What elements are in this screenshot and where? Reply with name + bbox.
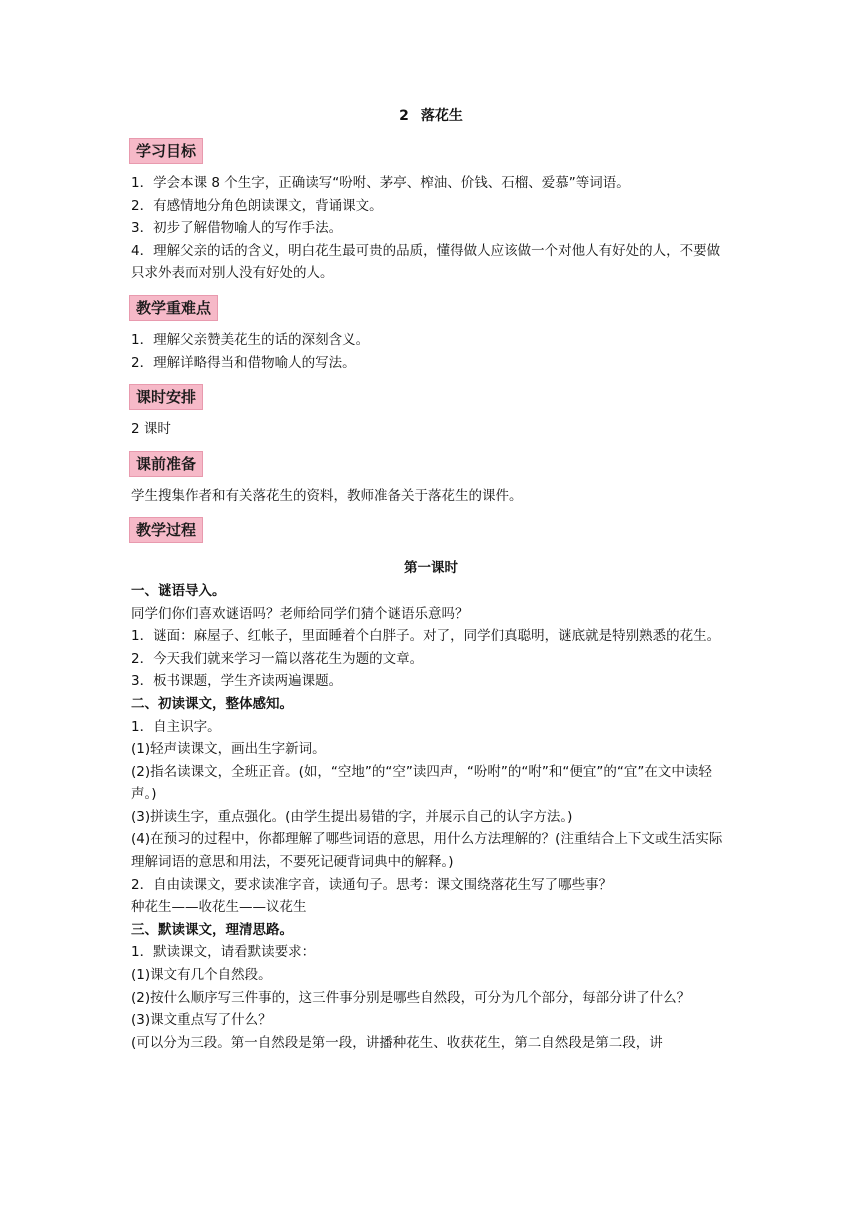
process-paragraph: (3)拼读生字，重点强化。(由学生提出易错的字，并展示自己的认字方法。): [131, 808, 573, 825]
lesson-name: 落花生: [420, 108, 463, 124]
goal-item: 1．学会本课 8 个生字，正确读写“吩咐、茅亭、榨油、价钱、石榴、爱慕”等词语。: [131, 175, 630, 191]
section-tag-goals: 学习目标: [129, 138, 203, 164]
process-paragraph: 1．自主识字。: [131, 718, 221, 735]
process-heading: 二、初读课文，整体感知。: [131, 695, 293, 712]
process-paragraph: 2．自由读课文，要求读准字音，读通句子。思考：课文围绕落花生写了哪些事？: [131, 876, 613, 893]
goal-item: 4．理解父亲的话的含义，明白花生最可贵的品质，懂得做人应该做一个对他人有好处的人，不要做只求外表而对别人没有好处的人。: [131, 242, 721, 282]
process-paragraph: (2)指名读课文，全班正音。(如，“空地”的“空”读四声，“吩咐”的“咐”和“便宜”的“宜”在文中读轻声。): [131, 763, 712, 803]
section-tag-process: 教学过程: [129, 517, 203, 543]
process-paragraph: 同学们你们喜欢谜语吗？老师给同学们猜个谜语乐意吗？: [131, 605, 469, 622]
process-paragraph: (可以分为三段。第一自然段是第一段，讲播种花生、收获花生，第二自然段是第二段，讲: [131, 1034, 663, 1051]
process-paragraph: (4)在预习的过程中，你都理解了哪些词语的意思，用什么方法理解的？(注重结合上下文或生活实际理解词语的意思和用法，不要死记硬背词典中的解释。): [131, 831, 723, 871]
preparation-text: 学生搜集作者和有关落花生的资料，教师准备关于落花生的课件。: [131, 487, 523, 504]
key-point-item: 1．理解父亲赞美花生的话的深刻含义。: [131, 331, 370, 348]
section-tag-preparation: 课前准备: [129, 451, 203, 477]
key-point-item: 2．理解详略得当和借物喻人的写法。: [131, 354, 356, 371]
process-heading: 一、谜语导入。: [131, 582, 226, 599]
process-paragraph: (1)课文有几个自然段。: [131, 967, 272, 984]
first-lesson-subtitle: 第一课时: [404, 560, 458, 577]
process-heading: 三、默读课文，理清思路。: [131, 921, 293, 938]
lesson-number: 2: [399, 108, 409, 124]
process-paragraph: 种花生——收花生——议花生: [131, 899, 307, 916]
section-tag-key-points: 教学重难点: [129, 295, 218, 321]
process-paragraph: 1．默读课文，请看默读要求：: [131, 944, 316, 961]
process-paragraph: 3．板书课题，学生齐读两遍课题。: [131, 673, 343, 690]
process-paragraph: (3)课文重点写了什么？: [131, 1012, 272, 1029]
schedule-text: 2 课时: [131, 421, 171, 438]
section-tag-schedule: 课时安排: [129, 384, 203, 410]
goal-item: 3．初步了解借物喻人的写作手法。: [131, 220, 343, 237]
process-paragraph: 1．谜面：麻屋子、红帐子，里面睡着个白胖子。对了，同学们真聪明，谜底就是特别熟悉的花生。: [131, 628, 721, 645]
process-paragraph: (1)轻声读课文，画出生字新词。: [131, 741, 326, 758]
document-content: [131, 104, 731, 1054]
process-paragraph: 2．今天我们就来学习一篇以落花生为题的文章。: [131, 650, 424, 667]
process-body: [131, 580, 731, 1054]
process-paragraph: (2)按什么顺序写三件事的，这三件事分别是哪些自然段，可分为几个部分，每部分讲了什么？: [131, 989, 691, 1006]
lesson-title: [131, 104, 731, 128]
goal-item: 2．有感情地分角色朗读课文，背诵课文。: [131, 197, 383, 214]
